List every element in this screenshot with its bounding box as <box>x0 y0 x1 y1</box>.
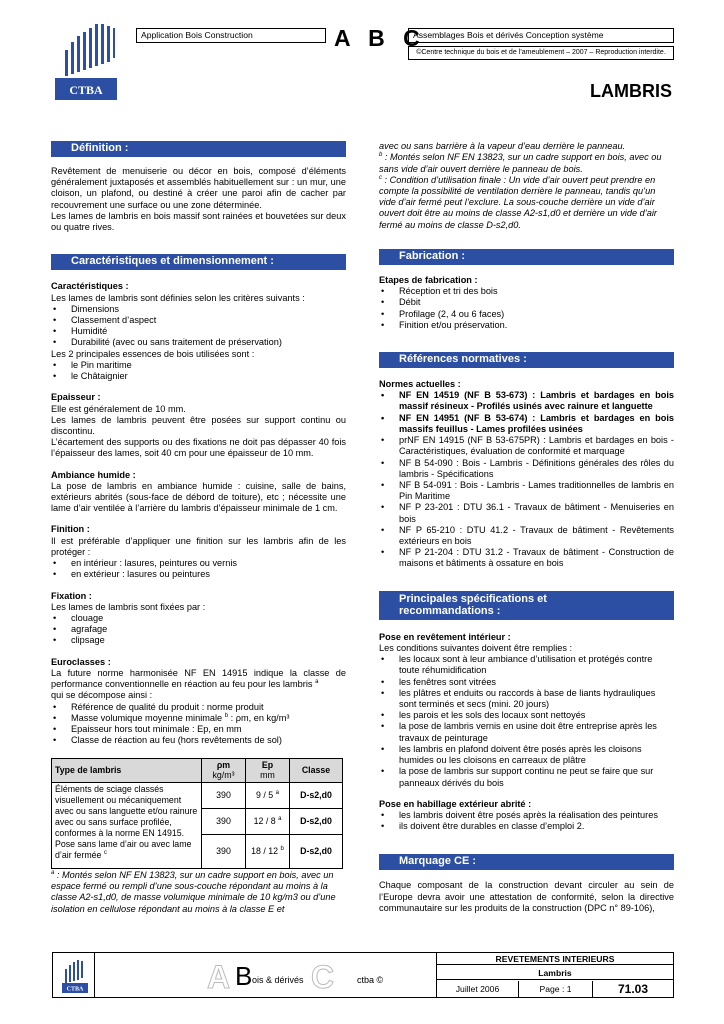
pose-exterieur-title: Pose en habillage extérieur abrité : <box>379 798 532 809</box>
list-item: • NF B 54-091 : Bois - Lambris - Lames traditionnelles de lambris en Pin Maritime <box>379 480 674 502</box>
header-right-text: Assemblages Bois et dérivés Conception système <box>413 30 604 40</box>
section-specifications-heading <box>379 591 674 620</box>
footnote-mark-c: c <box>379 174 382 181</box>
list-item: • NF P 21-204 : DTU 31.2 - Travaux de bâtiment - Construction de maisons et bâtiments à ossature en bois <box>379 547 674 569</box>
ctba-logo <box>55 22 117 100</box>
footnote-c <box>379 175 674 231</box>
table-cell-ep <box>246 782 290 808</box>
pose-interieur-title: Pose en revêtement intérieur : <box>379 631 511 642</box>
ambiance-title: Ambiance humide : <box>51 469 136 480</box>
list-item: • Profilage (2, 4 ou 6 faces) <box>379 309 674 320</box>
list-item: • Dimensions <box>51 304 346 315</box>
page-footer <box>52 952 674 998</box>
section-definition-heading: Définition : <box>51 141 346 157</box>
essences-intro: Les 2 principales essences de bois utilisées sont : <box>51 348 255 359</box>
pose-interieur-list <box>379 654 674 789</box>
footer-ctba: ctba © <box>357 975 384 985</box>
list-item: • NF P 23-201 : DTU 36.1 - Travaux de bâtiment - Menuiseries en bois <box>379 502 674 524</box>
right-column <box>379 141 674 914</box>
footnote-mark-a: a <box>51 869 55 876</box>
footer-subject: Lambris <box>437 966 673 980</box>
section-caracteristiques-heading: Caractéristiques et dimensionnement : <box>51 254 346 270</box>
masse-volumique-label: Masse volumique moyenne minimale <box>71 712 223 723</box>
euroclasses-text-main: La future norme harmonisée NF EN 14915 indique la classe de performance conventionnelle en réaction au feu pour les lambris <box>51 667 346 690</box>
footer-letter-a: A <box>207 959 231 995</box>
specifications-heading-line-1: Principales spécifications et <box>399 592 547 605</box>
list-item: • les plâtres et enduits ou raccords à base de liants hydrauliques sont terminés et secs (mini. 20 jours) <box>379 688 674 710</box>
table-header-ep <box>246 758 290 782</box>
list-item: • la pose de lambris vernis en usine doit être entreprise après les travaux de peinturage <box>379 721 674 743</box>
fabrication-list <box>379 286 674 331</box>
footnote-ref: a <box>278 816 282 823</box>
table-cell-ep <box>246 808 290 834</box>
table-header-classe: Classe <box>290 758 343 782</box>
epaisseur-text-2: Les lames de lambris peuvent être posées sur support continu ou discontinu. <box>51 414 346 436</box>
logo-text: CTBA <box>69 83 103 97</box>
euroclasses-text-2: qui se décompose ainsi : <box>51 690 153 701</box>
epaisseur-text-3: L’écartement des supports ou des fixations ne doit pas dépasser 40 fois l’épaisseur des lames, soit 40 cm pour une épaisseur de 10 mm. <box>51 437 346 459</box>
epaisseur-title: Epaisseur : <box>51 392 101 403</box>
marquage-text: Chaque composant de la construction devant circuler au sein de l’Europe devra avoir une attestation de conformité, selon la directive communautaire sur les produits de la construction (DPC n° 89-106), <box>379 880 674 913</box>
table-row <box>52 782 343 808</box>
finition-list <box>51 558 346 580</box>
epaisseur-text-1: Elle est généralement de 10 mm. <box>51 403 186 414</box>
table-cell-classe: D-s2,d0 <box>290 834 343 868</box>
header-left-box <box>136 28 326 43</box>
list-item: • en extérieur : lasures ou peintures <box>51 569 346 580</box>
footnote-ref-b: b <box>224 712 229 719</box>
section-fabrication-heading: Fabrication : <box>379 249 674 265</box>
copyright-notice: ©Centre technique du bois et de l’ameublement – 2007 – Reproduction interdite. <box>408 46 674 60</box>
table-cell-classe: D-s2,d0 <box>290 782 343 808</box>
finition-title: Finition : <box>51 524 90 535</box>
list-item: • les locaux sont à leur ambiance d’utilisation et protégés contre toute réhumidification <box>379 654 674 676</box>
footer-category: REVETEMENTS INTERIEURS <box>437 953 673 965</box>
list-item <box>51 713 346 724</box>
fabrication-subtitle: Etapes de fabrication : <box>379 274 478 285</box>
logo-small-text: CTBA <box>66 986 84 993</box>
list-item: • Débit <box>379 297 674 308</box>
footnote-ref-c: c <box>103 849 107 856</box>
list-item: • en intérieur : lasures, peintures ou vernis <box>51 558 346 569</box>
list-item: • Humidité <box>51 326 346 337</box>
list-item: • le Pin maritime <box>51 360 346 371</box>
header-abc: A B C <box>334 25 426 51</box>
list-item: • Classement d’aspect <box>51 315 346 326</box>
euroclasses-text <box>51 668 346 691</box>
specifications-heading-line-2: recommandations : <box>399 605 501 618</box>
footnote-ref: b <box>280 846 284 853</box>
ep-value: 18 / 12 <box>251 846 279 857</box>
list-item: • NF B 54-090 : Bois - Lambris - Définitions générales des rôles du lambris - Spécifications <box>379 458 674 480</box>
table-cell-rho: 390 <box>202 808 246 834</box>
ep-value: 12 / 8 <box>253 816 276 827</box>
footer-page: Page : 1 <box>519 981 593 997</box>
fixation-text: Les lames de lambris sont fixées par : <box>51 601 206 612</box>
section-references-heading: Références normatives : <box>379 352 674 368</box>
list-item: • NF P 65-210 : DTU 41.2 - Travaux de bâtiment - Revêtements extérieurs en bois <box>379 525 674 547</box>
page-title: LAMBRIS <box>590 81 672 101</box>
footer-logo-cell <box>53 953 95 997</box>
list-item: • la pose de lambris sur support continu ne peut se faire que sur panneaux dérivés du bois <box>379 766 674 788</box>
definition-text-2: Les lames de lambris en bois massif sont rainées et bouvetées sur deux ou quatre rives. <box>51 210 346 233</box>
definition-text: Revêtement de menuiserie ou décor en bois, composé d’éléments généralement juxtaposés et assemblés habituellement sur : un mur, une cloison, un plafond, ou destiné à créer une paroi afin de cacher par recouvrement une surface ou une zone déterminée. <box>51 166 346 210</box>
caracteristiques-intro: Les lames de lambris sont définies selon les critères suivants : <box>51 292 305 303</box>
list-item: • les parois et les sols des locaux sont nettoyés <box>379 710 674 721</box>
fixation-title: Fixation : <box>51 590 92 601</box>
fixation-list <box>51 613 346 647</box>
footnote-a-text: : Montés selon NF EN 13823, sur un cadre support en bois, avec un espace fermé ou rempli d’une sous-couche répondant au moins à la classe A2-s1,d0, de masse volumique minimale de 10 kg/m3 ou d’une isolation en cellulose répondant au moins à la classe E et <box>51 870 336 914</box>
section-marquage-heading: Marquage CE : <box>379 854 674 870</box>
ep-value: 9 / 5 <box>256 790 274 801</box>
footer-date: Juillet 2006 <box>437 981 519 997</box>
footnote-ref-a: a <box>315 679 319 686</box>
list-item: • NF EN 14519 (NF B 53-673) : Lambris et bardages en bois massif résineux - Profilés usinés avec rainure et languette <box>379 390 674 412</box>
header-right-box <box>408 28 674 43</box>
ep-symbol: Ep <box>261 759 274 770</box>
footnote-b <box>379 152 674 175</box>
table-header-rho <box>202 758 246 782</box>
list-item: • clipsage <box>51 635 346 646</box>
list-item: • ils doivent être durables en classe d’emploi 2. <box>379 821 674 832</box>
footer-letter-b: B <box>235 961 253 991</box>
references-subtitle: Normes actuelles : <box>379 378 461 389</box>
list-item: • les lambris en plafond doivent être posés après les cloisons humides ou les cloisons en carreaux de plâtre <box>379 744 674 766</box>
ctba-logo-small <box>62 959 88 993</box>
footnote-a <box>51 870 346 915</box>
euroclasses-table <box>51 758 343 869</box>
pose-exterieur-list <box>379 810 674 832</box>
footnote-ref: a <box>275 790 279 797</box>
list-item: • Epaisseur hors tout minimale : Ep, en mm <box>51 724 346 735</box>
ambiance-text: La pose de lambris en ambiance humide : cuisine, salle de bains, extérieurs abrités (sous-face de débord de toiture), etc ; nécessite une lame d’air ventilée à l’arrière du lambris d’épaisseur minimale de 1 cm. <box>51 480 346 514</box>
table-cell-type <box>52 782 202 868</box>
footer-bois: ois & dérivés <box>252 975 304 985</box>
footer-brand-cell <box>95 953 437 997</box>
ep-unit: mm <box>260 770 275 781</box>
footnote-mark-b: b <box>379 152 383 159</box>
footer-number: 71.03 <box>617 982 649 996</box>
essences-list <box>51 360 346 382</box>
footnote-b-text: : Montés selon NF EN 13823, sur un cadre support en bois, avec ou sans vide d’air ouvert derrière le panneau de bois. <box>379 152 662 174</box>
table-cell-rho: 390 <box>202 782 246 808</box>
left-column <box>51 141 346 915</box>
table-header-type: Type de lambris <box>52 758 202 782</box>
list-item: • le Châtaignier <box>51 371 346 382</box>
list-item: • les fenêtres sont vitrées <box>379 677 674 688</box>
table-cell-rho: 390 <box>202 834 246 868</box>
rho-unit: kg/m³ <box>212 770 235 781</box>
list-item: • Classe de réaction au feu (hors revêtements de sol) <box>51 735 346 746</box>
header-left-text: Application Bois Construction <box>141 30 253 40</box>
list-item: • Durabilité (avec ou sans traitement de préservation) <box>51 337 346 348</box>
list-item: • prNF EN 14915 (NF B 53-675PR) : Lambris et bardages en bois - Caractéristiques, évaluation de conformité et marquage <box>379 435 674 457</box>
caracteristiques-list <box>51 304 346 349</box>
footnote-a-continued: avec ou sans barrière à la vapeur d’eau derrière le panneau. <box>379 141 626 151</box>
list-item: • clouage <box>51 613 346 624</box>
list-item: • les lambris doivent être posés après la réalisation des peintures <box>379 810 674 821</box>
footnote-c-text: : Condition d’utilisation finale : Un vide d’air ouvert peut prendre en compte la possibilité de ventilation derrière le panneau, tandis qu’un vide d’air fermé peut l’exclure. La sous-couche derrière un vide d’air ouvert doit être au moins de classe A2-s1,d0 et derrière un vide d’air fermé au moins de classe D-s2,d0. <box>379 174 657 230</box>
masse-volumique-unit: : ρm, en kg/m³ <box>228 712 290 723</box>
table-cell-classe: D-s2,d0 <box>290 808 343 834</box>
list-item: • NF EN 14951 (NF B 53-674) : Lambris et bardages en bois massifs feuillus - Lames profilées usinées <box>379 413 674 435</box>
references-list <box>379 390 674 570</box>
list-item: • agrafage <box>51 624 346 635</box>
euroclasses-title: Euroclasses : <box>51 656 111 667</box>
table-cell-ep <box>246 834 290 868</box>
euroclasses-list <box>51 702 346 747</box>
pose-interieur-intro: Les conditions suivantes doivent être remplies : <box>379 642 573 653</box>
list-item: • Référence de qualité du produit : norme produit <box>51 702 346 713</box>
type-description: Éléments de sciage classés visuellement ou mécaniquement avec ou sans languette et/ou rainure avec ou sans surface profilée, conformes à la norme EN 14915. Pose sans lame d’air ou avec lame d’air fermée <box>55 783 198 860</box>
list-item: • Réception et tri des bois <box>379 286 674 297</box>
caracteristiques-subtitle: Caractéristiques : <box>51 281 129 292</box>
list-item: • Finition et/ou préservation. <box>379 320 674 331</box>
footer-letter-c: C <box>311 959 335 995</box>
finition-text: Il est préférable d’appliquer une finition sur les lambris afin de les protéger : <box>51 535 346 557</box>
rho-symbol: ρm <box>216 759 231 770</box>
